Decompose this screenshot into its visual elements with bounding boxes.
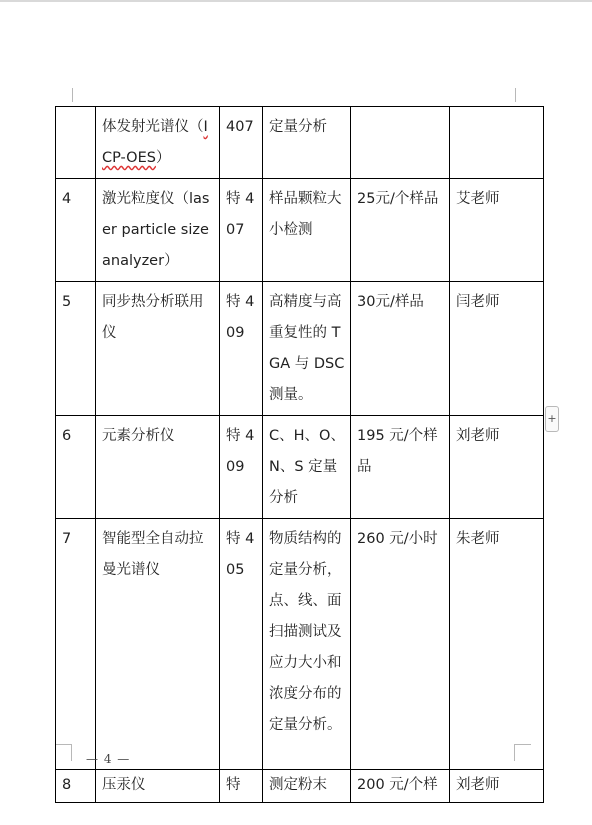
instrument-name: [96, 107, 220, 179]
usage: 测定粉末: [263, 770, 351, 803]
contact: 朱老师: [450, 519, 544, 770]
crop-mark-top-right: [515, 88, 516, 102]
name-code: ICP-OES: [102, 119, 208, 166]
fee: 260 元/小时: [351, 519, 450, 770]
name-text: 体发射光谱仪（: [102, 119, 204, 135]
instrument-name: 元素分析仪: [96, 416, 220, 519]
contact: 艾老师: [450, 179, 544, 282]
table-row: [56, 770, 544, 803]
usage: 高精度与高重复性的 TGA 与 DSC 测量。: [263, 282, 351, 416]
page-number: — 4 —: [86, 752, 131, 766]
instrument-name: 激光粒度仪（laser particle size analyzer）: [96, 179, 220, 282]
plus-icon: +: [547, 412, 557, 425]
table-row: [56, 107, 544, 179]
top-edge: [0, 0, 592, 2]
instrument-name: 同步热分析联用仪: [96, 282, 220, 416]
name-tail: ）: [155, 150, 171, 166]
table-row: [56, 416, 544, 519]
contact: [450, 107, 544, 179]
crop-mark-top-left: [72, 88, 73, 102]
usage: C、H、O、N、S 定量分析: [263, 416, 351, 519]
instrument-table: [55, 106, 544, 803]
row-number: 8: [56, 770, 96, 803]
fee: 25元/个样品: [351, 179, 450, 282]
expand-button[interactable]: [545, 406, 559, 432]
usage: 物质结构的定量分析，点、线、面扫描测试及应力大小和浓度分布的定量分析。: [263, 519, 351, 770]
instrument-name: 压汞仪: [96, 770, 220, 803]
row-number: 7: [56, 519, 96, 770]
row-number: 5: [56, 282, 96, 416]
table-row: [56, 519, 544, 770]
fee: [351, 107, 450, 179]
row-number: 6: [56, 416, 96, 519]
usage: 样品颗粒大小检测: [263, 179, 351, 282]
contact: 闫老师: [450, 282, 544, 416]
room: 特 407: [220, 179, 263, 282]
room: 407: [220, 107, 263, 179]
contact: 刘老师: [450, 770, 544, 803]
room: 特 409: [220, 282, 263, 416]
fee: 195 元/个样品: [351, 416, 450, 519]
instrument-name: 智能型全自动拉曼光谱仪: [96, 519, 220, 770]
room: 特 405: [220, 519, 263, 770]
row-number: [56, 107, 96, 179]
fee: 200 元/个样: [351, 770, 450, 803]
table-row: [56, 282, 544, 416]
room: 特 409: [220, 416, 263, 519]
contact: 刘老师: [450, 416, 544, 519]
row-number: 4: [56, 179, 96, 282]
fee: 30元/样品: [351, 282, 450, 416]
room: 特: [220, 770, 263, 803]
usage: 定量分析: [263, 107, 351, 179]
table-row: [56, 179, 544, 282]
